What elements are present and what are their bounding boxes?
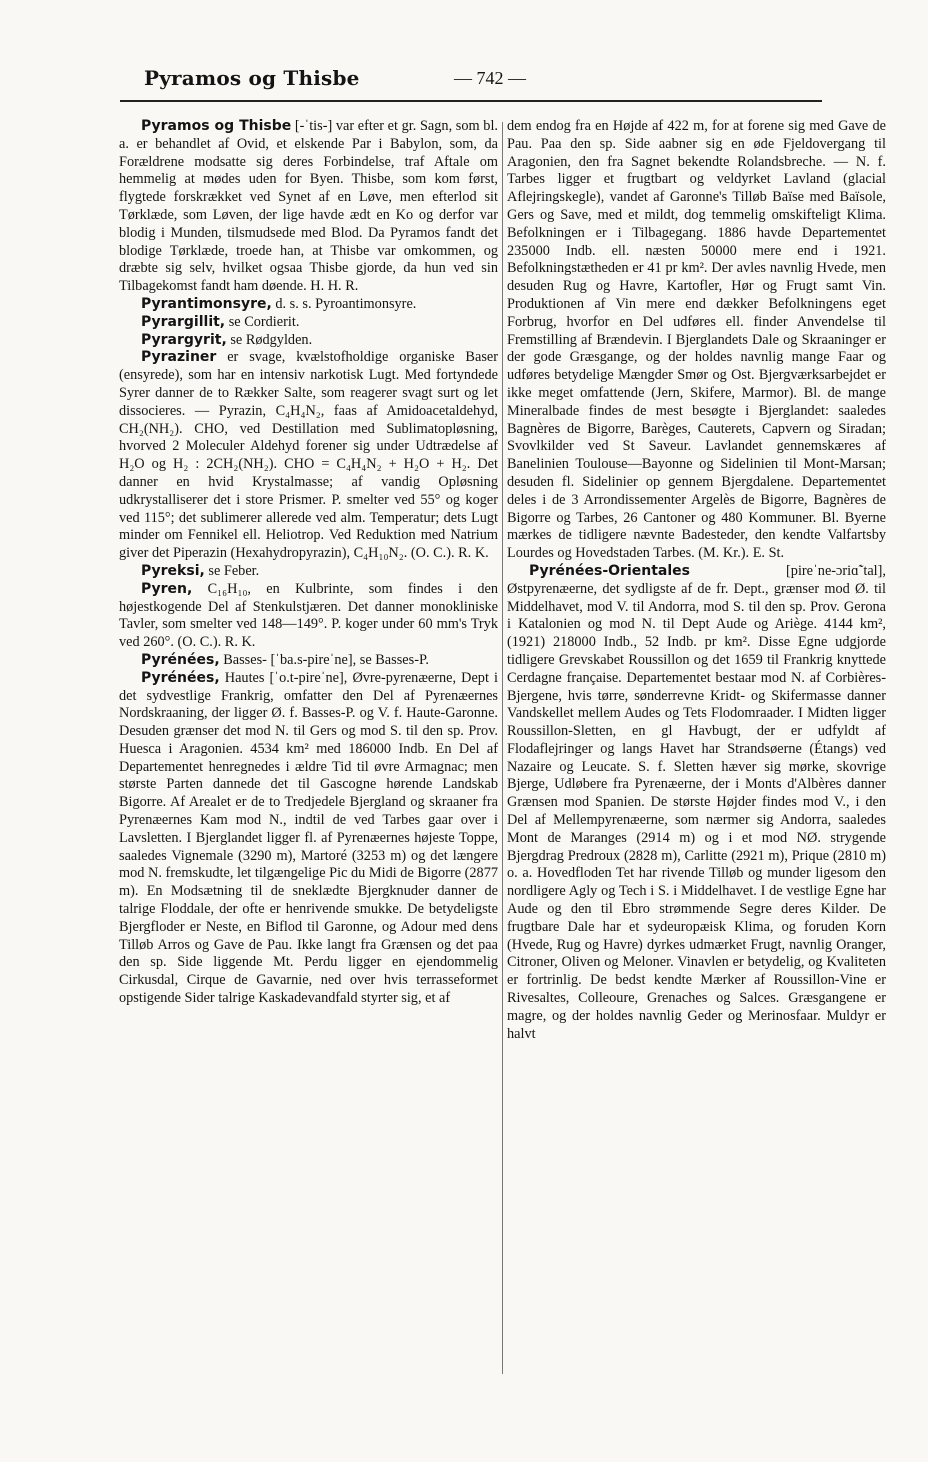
entry-text: [-ˈtis-] var efter et gr. Sagn, som bl. a. er behandlet af Ovid, et elskende Par i Babylon, som, da Forældrene modsatte sig deres Forbindelse, traf Aftale om hemmelig at mødes uden for Byen. Thisbe, som kom først, flygtede forskrækket ved Synet af en Løve, men efterlod sit Tørklæde, som Løven, der lige havde ædt en Ko og derfor var blodig i Munden, tilsmudsede med Blod. Da Pyramos fandt det blodige Tørklæde, troede han, at Thisbe var omkommen, og dræbte sig selv, hvilket ogsaa Thisbe gjorde, da hun ved sin Tilbagekomst fandt ham døende. H. H. R. (119, 118, 498, 295)
running-title: Pyramos og Thisbe (144, 66, 360, 90)
left-column (119, 118, 498, 1378)
entry-pyrenees-basses (119, 652, 498, 670)
column-divider (502, 122, 503, 1374)
entry-pyrantimonsyre (119, 296, 498, 314)
entry-pyren (119, 581, 498, 652)
headword: Pyren, (141, 580, 193, 597)
headword: Pyrénées, (141, 669, 220, 686)
entry-pyramos (119, 118, 498, 296)
page-header (120, 62, 820, 96)
entry-pyraziner (119, 349, 498, 563)
entry-pyreksi (119, 563, 498, 581)
headword: Pyrargyrit, (141, 331, 227, 348)
entry-text: dem endog fra en Højde af 422 m, for at forene sig med Gave de Pau. Paa den sp. Side aabner sig en øde Fjeldovergang til Aragonien, den fra Sagnet bekendte Rolandsbreche. — N. f. Tarbes ligger et frugtbart og veldyrket Lavland (glacial Aflejringskegle), vandet af Garonne's Tilløb Baïse med Baïsole, Gers og Save, med et mildt, dog temmelig omskifteligt Klima. Befolkningen er i Tilbagegang. 1886 havde Departementet 235000 Indb. ell. næsten 50000 mere end i 1921. Befolkningstætheden er 41 pr km². Der avles navnlig Hvede, men desuden Rug og Havre, Kartofler, Hør og Frugt samt Vin. Produktionen af Vin mere end dækker Befolkningens eget Forbrug, hvorfor en Del udføres ell. finder Anvendelse til Fremstilling af Brændevin. I Bjerglandets Dale og Skraaninger er der gode Græsgange, og der holdes navnlig mange Faar og udføres betydelige Mængder Smør og Ost. Bjergværksarbejdet er ikke meget omfattende (Jern, Skifere, Marmor). Bl. de mange Mineralbade findes de mest besøgte i Bjerglandet: saaledes Bagnères de Bigorre, Barèges, Cauterets, Capvern og Siradan; Svovlkilder ved St Saveur. Lavlandet gennemskæres af Banelinien Toulouse—Bayonne og Sidelinien til Mont-Marsan; desuden fl. Sidelinier op gennem Bjergdalene. Departementet deles i de 3 Arrondissementer Argelès de Bigorre, Bagnères de Bigorre og Tarbes, 26 Cantoner og 480 Kommuner. Bl. Byerne mærkes de tidligere nævnte Badesteder, den kendte Valfartsby Lourdes og Hovedstaden Tarbes. (M. Kr.). E. St. (507, 118, 886, 562)
headword: Pyrénées, (141, 651, 220, 668)
entry-pyrenees-orientales (507, 563, 886, 1044)
headword: Pyrénées-Orientales (529, 562, 690, 579)
entry-pyrargillit (119, 314, 498, 332)
headword: Pyreksi, (141, 562, 205, 579)
entry-pyrargyrit (119, 332, 498, 350)
entry-text: se Cordierit. (225, 313, 300, 330)
header-rule (120, 100, 822, 102)
entry-text: [pireˈne-ɔriɑ̃ˈtal], Østpyrenæerne, det sydligste af de fr. Dept., grænser mod Ø. til Middelhavet, mod V. til Andorra, mod S. til den sp. Prov. Gerona i Katalonien og mod N. til Dept Aude og Ariège. 4144 km², (1921) 218000 Indb., 52 Indb. pr km². Disse Egne udgjorde tidligere Grevskabet Roussillon og det 1659 til Frankrig knyttede Cerdagne française. Departementet bestaar mod N. af Corbières-Bjergene, hvis tørre, sønderrevne Kridt- og Skifermasse danner Vandskellet mellem Audes og Tets Flodomraader. I Midten ligger Roussillon-Sletten, en gl Havbugt, der er udfyldt af Flodaflejringer og langs Havet har Strandsøerne (Étangs) ved Nazaire og Leucate. S. f. Sletten hæver sig mørke, skovrige Bjerge, Udløbere fra Pyrenæerne, der i Monts d'Albères danner Grænsen mod Spanien. De største Højder findes mod V., i den Del af Mellempyrenæerne, som nærmer sig Andorra, saaledes Mont de Maranges (2914 m) og i et mod NØ. strygende Bjergdrag Predroux (2828 m), Carlitte (2921 m), Prique (2810 m) o. a. Hovedfloden Tet har rivende Tilløb og munder ligesom den nordligere Agly og Tech i S. i Middelhavet. I de vestlige Egne har Aude og den til Ebro strømmende Segre deres Kilder. De frugtbare Dale har et sydeuropæisk Klima, og foruden Korn (Hvede, Rug og Havre) dyrkes udmærket Frugt, navnlig Oranger, Citroner, Oliven og Meloner. Vinavlen er betydelig, og Kvaliteten er fortrinlig. De bedst kendte Mærker af Roussillon-Vine er Rivesaltes, Colleoure, Grenaches og Salces. Græsgangene er magre, og der holdes navnlig Geder og Merinosfaar. Muldyr er halvt (507, 562, 886, 1042)
entry-pyrenees-hautes-continued (507, 118, 886, 563)
entry-text: se Rødgylden. (226, 331, 313, 348)
entry-text: er svage, kvælstofholdige organiske Baser (ensyrede), som har en intensiv narkotisk Lugt. Med fortyndede Syrer danner de to Rækker Salte, som reagerer svagt surt og let dissocieres. — Pyrazin, C₄H₄N₂, faas af Amidoacetaldehyd, CH₂(NH₂). CHO, ved Destillation med Sublimatopløsning, hvorved 2 Moleculer Aldehyd forener sig under Udtrædelse af H₂O og H₂ : 2CH₂(NH₂). CHO = C₄H₄N₂ + H₂O + H₂. Det danner en hvid Krystalmasse; af vandig Opløsning udkrystalliserer det i store Prismer. P. smelter ved 55° og koger ved 115°; det sublimerer allerede ved alm. Temperatur; dets Lugt minder om Fennikel ell. Heliotrop. Ved Reduktion med Natrium giver det Piperazin (Hexahydropyrazin), C₄H₁₀N₂. (O. C.). R. K. (119, 349, 498, 562)
headword: Pyramos og Thisbe (141, 118, 292, 134)
entry-pyrenees-hautes (119, 670, 498, 1008)
headword: Pyrantimonsyre, (141, 295, 272, 312)
entry-text: Hautes [ˈo.t-pireˈne], Øvre-pyrenæerne, Dept i det sydvestlige Frankrig, omfatter den Del af Pyrenæernes Nordskraaning, der ligger Ø. f. Basses-P. og V. f. Haute-Garonne. Desuden grænser det mod N. til Gers og mod S. til den sp. Prov. Huesca i Aragonien. 4534 km² med 186000 Indb. En Del af Departementet henregnedes i ældre Tid til øvre Armagnac; men største Parten dannede det til Gascogne hørende Landskab Bigorre. Af Arealet er de to Tredjedele Bjergland og skraaner fra Pyrenæernes Kam mod N., indtil de ved Tarbes gaar over i Lavsletten. I Bjerglandet ligger fl. af Pyrenæernes højeste Toppe, saaledes Vignemale (3290 m), Martoré (3253 m) og det længere mod N. fremskudte, let tilgængelige Pic du Midi de Bigorre (2877 m). En Modsætning til de sneklædte Bjergknuder danner de talrige Floddale, der ofte er henrivende smukke. De betydeligste Bjergfloder er Neste, en Biflod til Garonne, og Adour med dens Tilløb Arros og Gave de Pau. Ikke langt fra Grænsen og det paa den sp. Side liggende Mt. Perdu ligger en ejendommelig Cirkusdal, Cirque de Gavarnie, ned over hvis terrasseformet opstigende Sider talrige Kaskadevandfald styrter sig, et af (119, 669, 498, 1007)
entry-text: C₁₆H₁₀, en Kulbrinte, som findes i den højestkogende Del af Stenkulstjæren. Det danner monokliniske Tavler, som smelter ved 148—149°. P. koger under 60 mm's Tryk ved 260°. (O. C.). R. K. (119, 580, 498, 651)
right-column (507, 118, 886, 1378)
page-number: — 742 — (454, 68, 526, 88)
headword: Pyraziner (141, 349, 217, 366)
entry-text: Basses- [ˈba.s-pireˈne], se Basses-P. (219, 651, 429, 668)
entry-text: se Feber. (204, 562, 260, 579)
headword: Pyrargillit, (141, 313, 226, 330)
entry-text: d. s. s. Pyroantimonsyre. (271, 295, 417, 312)
